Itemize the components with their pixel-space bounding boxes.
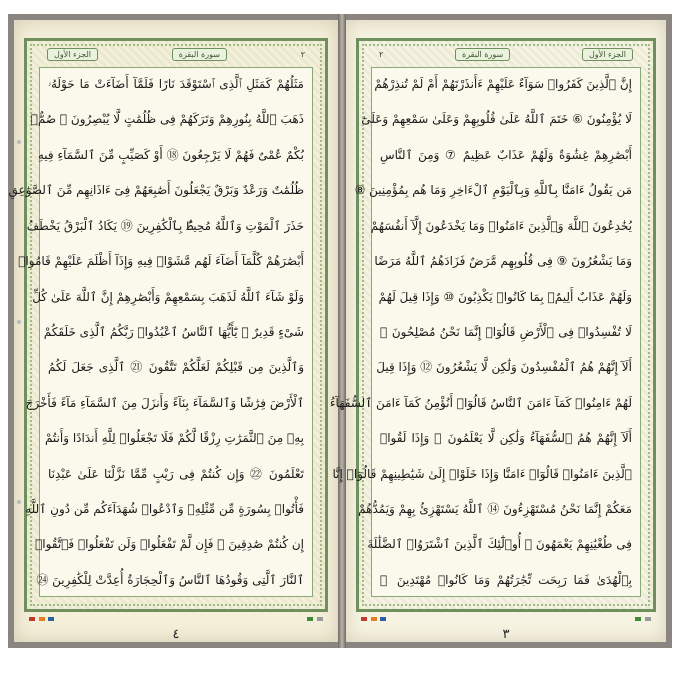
verse-line: ٱلنَّارَ ٱلَّتِى وَقُودُهَا ٱلنَّاسُ وَٱلْحِجَارَةُ أُعِدَّتْ لِلْكَٰفِرِينَ ㉔ [36,572,304,587]
verse-line: وَلَهُمْ عَذَابٌ أَلِيمٌۢ بِمَا كَانُوا۟ يَكْذِبُونَ ⑩ وَإِذَا قِيلَ لَهُمْ [378,289,632,304]
verse-line: فَأْتُوا۟ بِسُورَةٍ مِّن مِّثْلِهِۦ وَٱدْعُوا۟ شُهَدَآءَكُم مِّن دُونِ ٱللَّهِ [25,502,304,517]
verse-line: وَلَوْ شَآءَ ٱللَّهُ لَذَهَبَ بِسَمْعِهِمْ وَأَبْصَٰرِهِمْ إِنَّ ٱللَّهَ عَلَىٰ كُلِّ [32,289,304,304]
binding-hole [17,500,21,504]
verse-line: لَا يُؤْمِنُونَ ⑥ خَتَمَ ٱللَّهُ عَلَىٰ قُلُوبِهِمْ وَعَلَىٰ سَمْعِهِمْ وَعَلَىٰٓ [361,112,632,127]
juz-label: الجزء الأول [582,48,633,61]
left-page [8,20,338,642]
verse-line: يُخَٰدِعُونَ ٱللَّهَ وَٱلَّذِينَ ءَامَنُوا۟ وَمَا يَخْدَعُونَ إِلَّآ أَنفُسَهُمْ [370,218,632,233]
verse-line: شَىْءٍ قَدِيرٌ ⑳ يَٰٓأَيُّهَا ٱلنَّاسُ ٱعْبُدُوا۟ رَبَّكُمُ ٱلَّذِى خَلَقَكُمْ [43,324,304,339]
verse-line: بِٱلْهُدَىٰ فَمَا رَبِحَت تِّجَٰرَتُهُمْ وَمَا كَانُوا۟ مُهْتَدِينَ ⑯ [380,572,632,587]
verse-line: ذَهَبَ ٱللَّهُ بِنُورِهِمْ وَتَرَكَهُمْ فِى ظُلُمَٰتٍ لَّا يُبْصِرُونَ ⑰ صُمٌّۢ [30,112,304,127]
text-area [8,67,313,597]
legend-blue-chip [48,617,54,621]
page-frame [8,38,328,612]
page-header [47,47,305,61]
verse-line: مَثَلُهُمْ كَمَثَلِ ٱلَّذِى ٱسْتَوْقَدَ نَارًا فَلَمَّآ أَضَآءَتْ مَا حَوْلَهُۥ [48,77,304,91]
surah-label [172,48,227,61]
verse-line: لَا تُفْسِدُوا۟ فِى ٱلْأَرْضِ قَالُوٓا۟ إِنَّمَا نَحْنُ مُصْلِحُونَ ⑪ [380,324,632,339]
text-area [329,67,641,597]
legend-group [634,616,652,622]
verse-line: ظُلُمَٰتٌ وَرَعْدٌ وَبَرْقٌ يَجْعَلُونَ أَصَٰبِعَهُمْ فِىٓ ءَاذَانِهِم مِّنَ ٱلصَّوَٰعِقِ [8,183,304,198]
verse-line: فِى طُغْيَٰنِهِمْ يَعْمَهُونَ ⑮ أُو۟لَٰٓئِكَ ٱلَّذِينَ ٱشْتَرَوُا۟ ٱلضَّلَٰلَةَ [367,537,632,552]
verse-line: بُكْمٌ عُمْىٌ فَهُمْ لَا يَرْجِعُونَ ⑱ أَوْ كَصَيِّبٍ مِّنَ ٱلسَّمَآءِ فِيهِ [37,147,304,162]
right-page [329,20,666,642]
legend-gray-chip [317,617,323,621]
legend-gray-chip [645,617,651,621]
surah-label [455,48,510,61]
legend-red-chip [361,617,367,621]
verse-line: مَن يَقُولُ ءَامَنَّا بِٱللَّهِ وَبِٱلْيَوْمِ ٱلْءَاخِرِ وَمَا هُم بِمُؤْمِنِينَ ⑧ [354,183,632,198]
verse-line: وَمَا يَشْعُرُونَ ⑨ فِى قُلُوبِهِم مَّرَضٌ فَزَادَهُمُ ٱللَّهُ مَرَضًا [374,254,632,269]
legend-orange-chip [39,617,45,621]
page-header [379,47,633,61]
verse-line: أَلَآ إِنَّهُمْ هُمُ ٱلْمُفْسِدُونَ وَلَٰكِن لَّا يَشْعُرُونَ ⑫ وَإِذَا قِيلَ [376,360,632,375]
verse-line: إِنَّ ٱلَّذِينَ كَفَرُوا۟ سَوَآءٌ عَلَيْهِمْ ءَأَنذَرْتَهُمْ أَمْ لَمْ تُنذِرْهُمْ [374,77,632,91]
legend-red-chip [29,617,35,621]
legend-blue-chip [380,617,386,621]
page-number: ٣ [502,627,510,642]
mushaf-spread [8,14,672,648]
surah-number: ٢ [379,49,384,59]
tajweed-legend [28,610,324,628]
verse-line: أَبْصَٰرَهُمْ كُلَّمَآ أَضَآءَ لَهُم مَّشَوْا۟ فِيهِ وَإِذَآ أَظْلَمَ عَلَيْهِمْ قَامُوا۟ [18,254,304,269]
binding-hole [17,140,21,144]
verse-line: بِهِۦ مِنَ ٱلثَّمَرَٰتِ رِزْقًا لَّكُمْ فَلَا تَجْعَلُوا۟ لِلَّهِ أَندَادًا وَأَنتُمْ [44,431,304,446]
verse-line: حَذَرَ ٱلْمَوْتِ وَٱللَّهُ مُحِيطٌۢ بِٱلْكَٰفِرِينَ ⑲ يَكَادُ ٱلْبَرْقُ يَخْطَفُ [26,218,304,233]
verse-lines [8,74,304,590]
verse-line: وَٱلَّذِينَ مِن قَبْلِكُمْ لَعَلَّكُمْ تَتَّقُونَ ㉑ ٱلَّذِى جَعَلَ لَكُمُ [48,360,304,375]
verse-line: إِن كُنتُمْ صَٰدِقِينَ ㉓ فَإِن لَّمْ تَفْعَلُوا۟ وَلَن تَفْعَلُوا۟ فَٱتَّقُوا۟ [35,537,304,552]
tajweed-legend [360,610,652,628]
verse-line: ٱلْأَرْضَ فِرَٰشًا وَٱلسَّمَآءَ بِنَآءً وَأَنزَلَ مِنَ ٱلسَّمَآءِ مَآءً فَأَخْرَجَ [25,395,304,410]
legend-group [306,616,324,622]
legend-orange-chip [371,617,377,621]
juz-label: الجزء الأول [47,48,98,61]
surah-number: ٢ [300,49,305,59]
legend-green-chip [635,617,641,621]
verse-lines [329,74,632,590]
surah-name: سورة البقرة [178,49,220,59]
verse-line: ٱلَّذِينَ ءَامَنُوا۟ قَالُوٓا۟ ءَامَنَّا وَإِذَا خَلَوْا۟ إِلَىٰ شَيَٰطِينِهِمْ قَالُوٓا۟ إِنَّا [332,466,632,481]
surah-name: سورة البقرة [462,49,504,59]
page-frame [329,38,656,612]
verse-line: مَعَكُمْ إِنَّمَا نَحْنُ مُسْتَهْزِءُونَ ⑭ ٱللَّهُ يَسْتَهْزِئُ بِهِمْ وَيَمُدُّهُمْ [358,502,632,517]
verse-line: أَلَآ إِنَّهُمْ هُمُ ٱلسُّفَهَآءُ وَلَٰكِن لَّا يَعْلَمُونَ ⑬ وَإِذَا لَقُوا۟ [380,431,632,446]
page-number: ٤ [172,627,180,642]
legend-group [28,616,55,622]
verse-line: أَبْصَٰرِهِمْ غِشَٰوَةٌ وَلَهُمْ عَذَابٌ عَظِيمٌ ⑦ وَمِنَ ٱلنَّاسِ [380,147,632,162]
verse-line: تَعْلَمُونَ ㉒ وَإِن كُنتُمْ فِى رَيْبٍ مِّمَّا نَزَّلْنَا عَلَىٰ عَبْدِنَا [48,466,304,481]
legend-group [360,616,387,622]
legend-green-chip [307,617,313,621]
book-spine [338,14,346,648]
binding-hole [17,320,21,324]
verse-line: لَهُمْ ءَامِنُوا۟ كَمَآ ءَامَنَ ٱلنَّاسُ قَالُوٓا۟ أَنُؤْمِنُ كَمَآ ءَامَنَ ٱلسُّفَهَآءُ [329,395,632,410]
